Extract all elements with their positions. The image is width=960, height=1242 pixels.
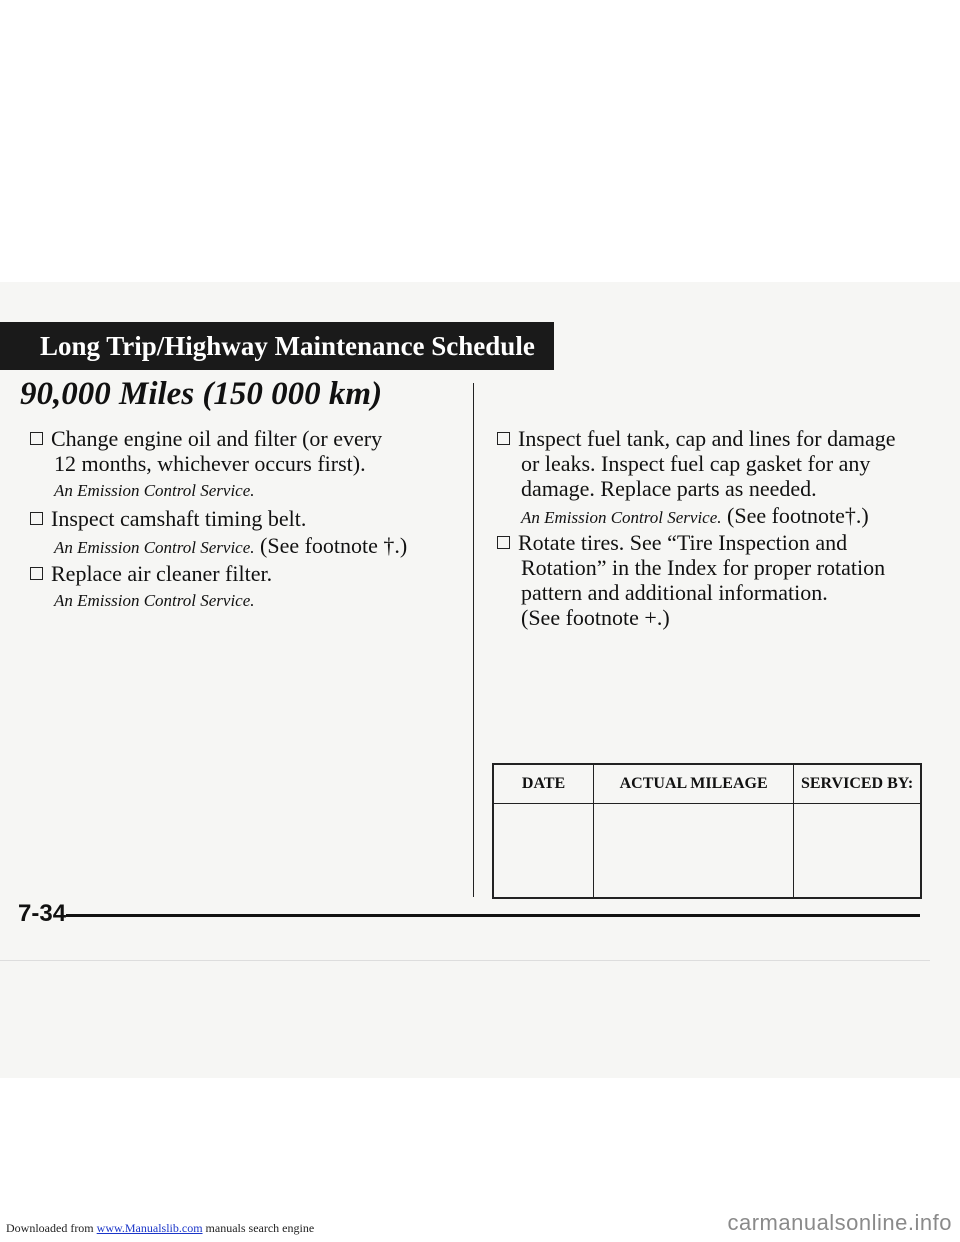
emission-note: An Emission Control Service.	[54, 481, 255, 500]
download-footer: Downloaded from www.Manualslib.com manuals search engine	[6, 1221, 315, 1235]
checkbox-icon[interactable]	[30, 512, 43, 525]
emission-note: An Emission Control Service.	[54, 538, 255, 557]
date-entry-cell[interactable]	[493, 804, 594, 899]
checklist-item-timing-belt: Inspect camshaft timing belt. An Emission Control Service. (See footnote †.)	[30, 506, 407, 560]
mileage-section-title: 90,000 Miles (150 000 km)	[20, 376, 383, 412]
checkbox-icon[interactable]	[30, 432, 43, 445]
footer-rule	[66, 914, 920, 917]
footnote-reference: (See footnote †.)	[260, 533, 408, 558]
column-header-mileage: ACTUAL MILEAGE	[594, 764, 794, 804]
checklist-item-oil-change: Change engine oil and filter (or every 12 months, whichever occurs first). An Emission Control Service.	[30, 426, 382, 503]
checklist-item-rotate-tires: Rotate tires. See “Tire Inspection and Rotation” in the Index for proper rotation pattern and additional information. (See footnote +.)	[497, 530, 885, 630]
column-header-serviced-by: SERVICED BY:	[794, 764, 921, 804]
emission-note: An Emission Control Service.	[521, 508, 722, 527]
checkbox-icon[interactable]	[497, 432, 510, 445]
manualslib-link[interactable]: www.Manualslib.com	[96, 1221, 203, 1235]
column-divider	[473, 383, 474, 897]
emission-note: An Emission Control Service.	[54, 591, 255, 610]
mileage-entry-cell[interactable]	[594, 804, 794, 899]
serviced-by-entry-cell[interactable]	[794, 804, 921, 899]
page-number: 7-34	[18, 900, 67, 927]
checklist-item-fuel-tank: Inspect fuel tank, cap and lines for damage or leaks. Inspect fuel cap gasket for any damage. Replace parts as needed. An Emission Control Service. (See footnote†.)	[497, 426, 896, 530]
checkbox-icon[interactable]	[30, 567, 43, 580]
site-watermark: carmanualsonline.info	[727, 1210, 952, 1235]
checkbox-icon[interactable]	[497, 536, 510, 549]
footnote-reference: (See footnote†.)	[727, 503, 869, 528]
scan-line	[0, 960, 930, 961]
checklist-item-air-filter: Replace air cleaner filter. An Emission Control Service.	[30, 561, 272, 613]
column-header-date: DATE	[493, 764, 594, 804]
schedule-header: Long Trip/Highway Maintenance Schedule	[0, 322, 554, 370]
service-log-table	[492, 763, 922, 899]
